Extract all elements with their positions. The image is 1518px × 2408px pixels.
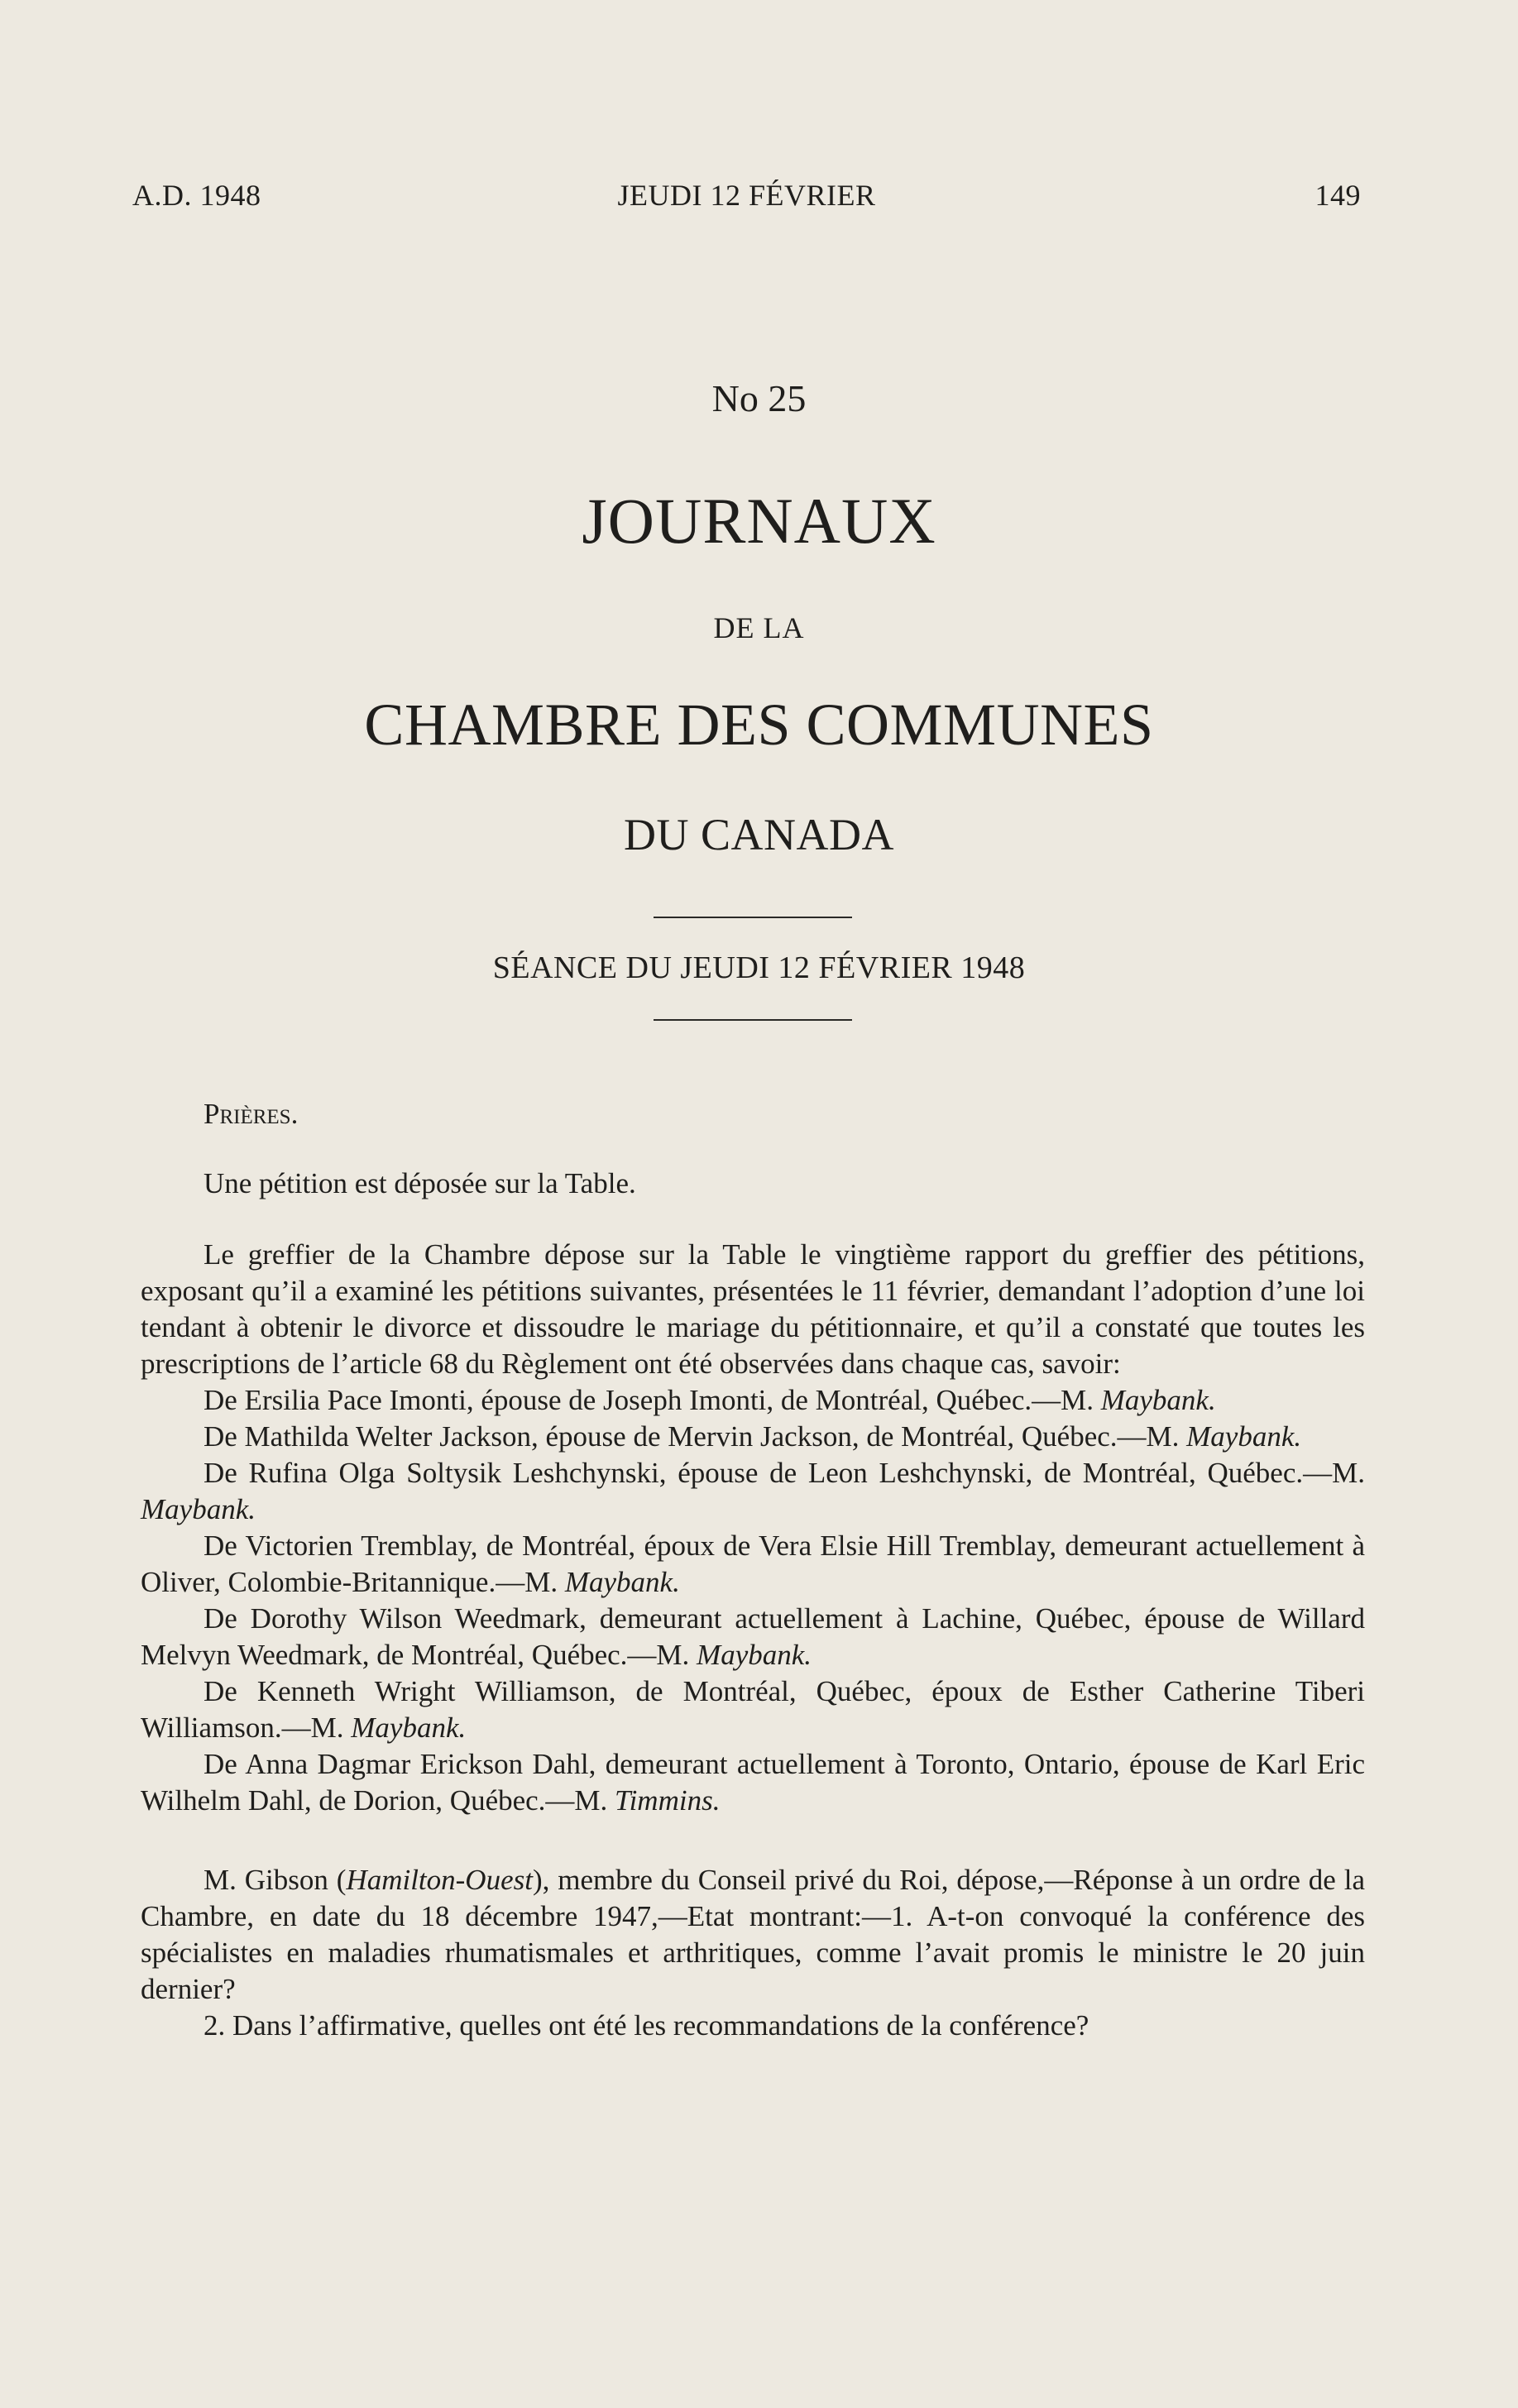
gibson-paragraph — [141, 1862, 1365, 2008]
issue-number: No 25 — [711, 377, 807, 419]
petition-text: De Anna Dagmar Erickson Dahl, demeurant actuellement à Toronto, Ontario, épouse de Karl Eric Wilhelm Dahl, de Dorion, Québec.—M. — [141, 1748, 1365, 1817]
gibson-riding: Hamilton-Ouest — [346, 1864, 533, 1896]
petition-item — [141, 1746, 1365, 1819]
petition-text: De Kenneth Wright Williamson, de Montréal, Québec, époux de Esther Catherine Tiberi Williamson.—M. — [141, 1675, 1365, 1744]
petition-item — [141, 1673, 1365, 1746]
petition-item — [141, 1455, 1365, 1528]
petition-text: De Victorien Tremblay, de Montréal, époux de Vera Elsie Hill Tremblay, demeurant actuellement à Oliver, Colombie-Britannique.—M. — [141, 1530, 1365, 1598]
petition-member: Maybank. — [697, 1639, 812, 1671]
prayers-heading: Prières. — [204, 1098, 299, 1130]
petition-member: Maybank. — [564, 1566, 680, 1598]
gibson-text: ), membre du Conseil privé du Roi, dépose,—Réponse à un ordre de la Chambre, en date du 18 décembre 1947,—Etat montrant:—1. A-t-on convoqué la conférence des spécialistes en maladies rhumatismales et arthritiques, comme l’avait promis le ministre le 20 juin dernier? — [141, 1864, 1365, 2005]
journal-title: JOURNAUX — [582, 485, 936, 557]
gibson-intro: M. Gibson ( — [204, 1864, 347, 1896]
question-paragraph: 2. Dans l’affirmative, quelles ont été les recommandations de la conférence? — [204, 2009, 1089, 2042]
petition-paragraph: Une pétition est déposée sur la Table. — [204, 1167, 636, 1199]
petition-item — [141, 1382, 1365, 1419]
house-title: CHAMBRE DES COMMUNES — [364, 692, 1154, 758]
journal-body — [141, 1096, 1365, 2044]
running-header — [132, 178, 1361, 219]
petition-text: De Rufina Olga Soltysik Leshchynski, épouse de Leon Leshchynski, de Montréal, Québec.—M. — [204, 1457, 1365, 1489]
petition-text: De Ersilia Pace Imonti, épouse de Joseph Imonti, de Montréal, Québec.—M. — [204, 1384, 1101, 1416]
petition-member: Timmins. — [615, 1784, 721, 1817]
petition-member: Maybank. — [351, 1711, 467, 1744]
petition-text: De Mathilda Welter Jackson, épouse de Mervin Jackson, de Montréal, Québec.—M. — [204, 1420, 1187, 1453]
page-number: 149 — [1314, 179, 1361, 212]
petition-member: Maybank. — [1100, 1384, 1216, 1416]
sitting-heading: SÉANCE DU JEUDI 12 FÉVRIER 1948 — [492, 950, 1026, 985]
header-year: A.D. 1948 — [132, 179, 261, 212]
petition-text: De Dorothy Wilson Weedmark, demeurant actuellement à Lachine, Québec, épouse de Willard Melvyn Weedmark, de Montréal, Québec.—M. — [141, 1602, 1365, 1671]
country-title: DU CANADA — [624, 810, 894, 859]
petition-item — [141, 1528, 1365, 1601]
petition-member: Maybank. — [141, 1493, 256, 1525]
petition-member: Maybank. — [1186, 1420, 1302, 1453]
petition-item — [141, 1601, 1365, 1673]
petition-item — [141, 1419, 1365, 1455]
clerk-report-paragraph: Le greffier de la Chambre dépose sur la Table le vingtième rapport du greffier des pétitions, exposant qu’il a examiné les pétitions suivantes, présentées le 11 février, demandant l’adoption d’une loi tendant à obtenir le divorce et dissoudre le mariage du pétitionnaire, et qu’il a constaté que toutes les prescriptions de l’article 68 du Règlement ont été observées dans chaque cas, savoir: — [141, 1238, 1365, 1380]
header-date: JEUDI 12 FÉVRIER — [617, 179, 876, 212]
divider-rule — [654, 1019, 852, 1021]
divider-rule — [654, 917, 852, 918]
title-connector: DE LA — [713, 611, 805, 644]
